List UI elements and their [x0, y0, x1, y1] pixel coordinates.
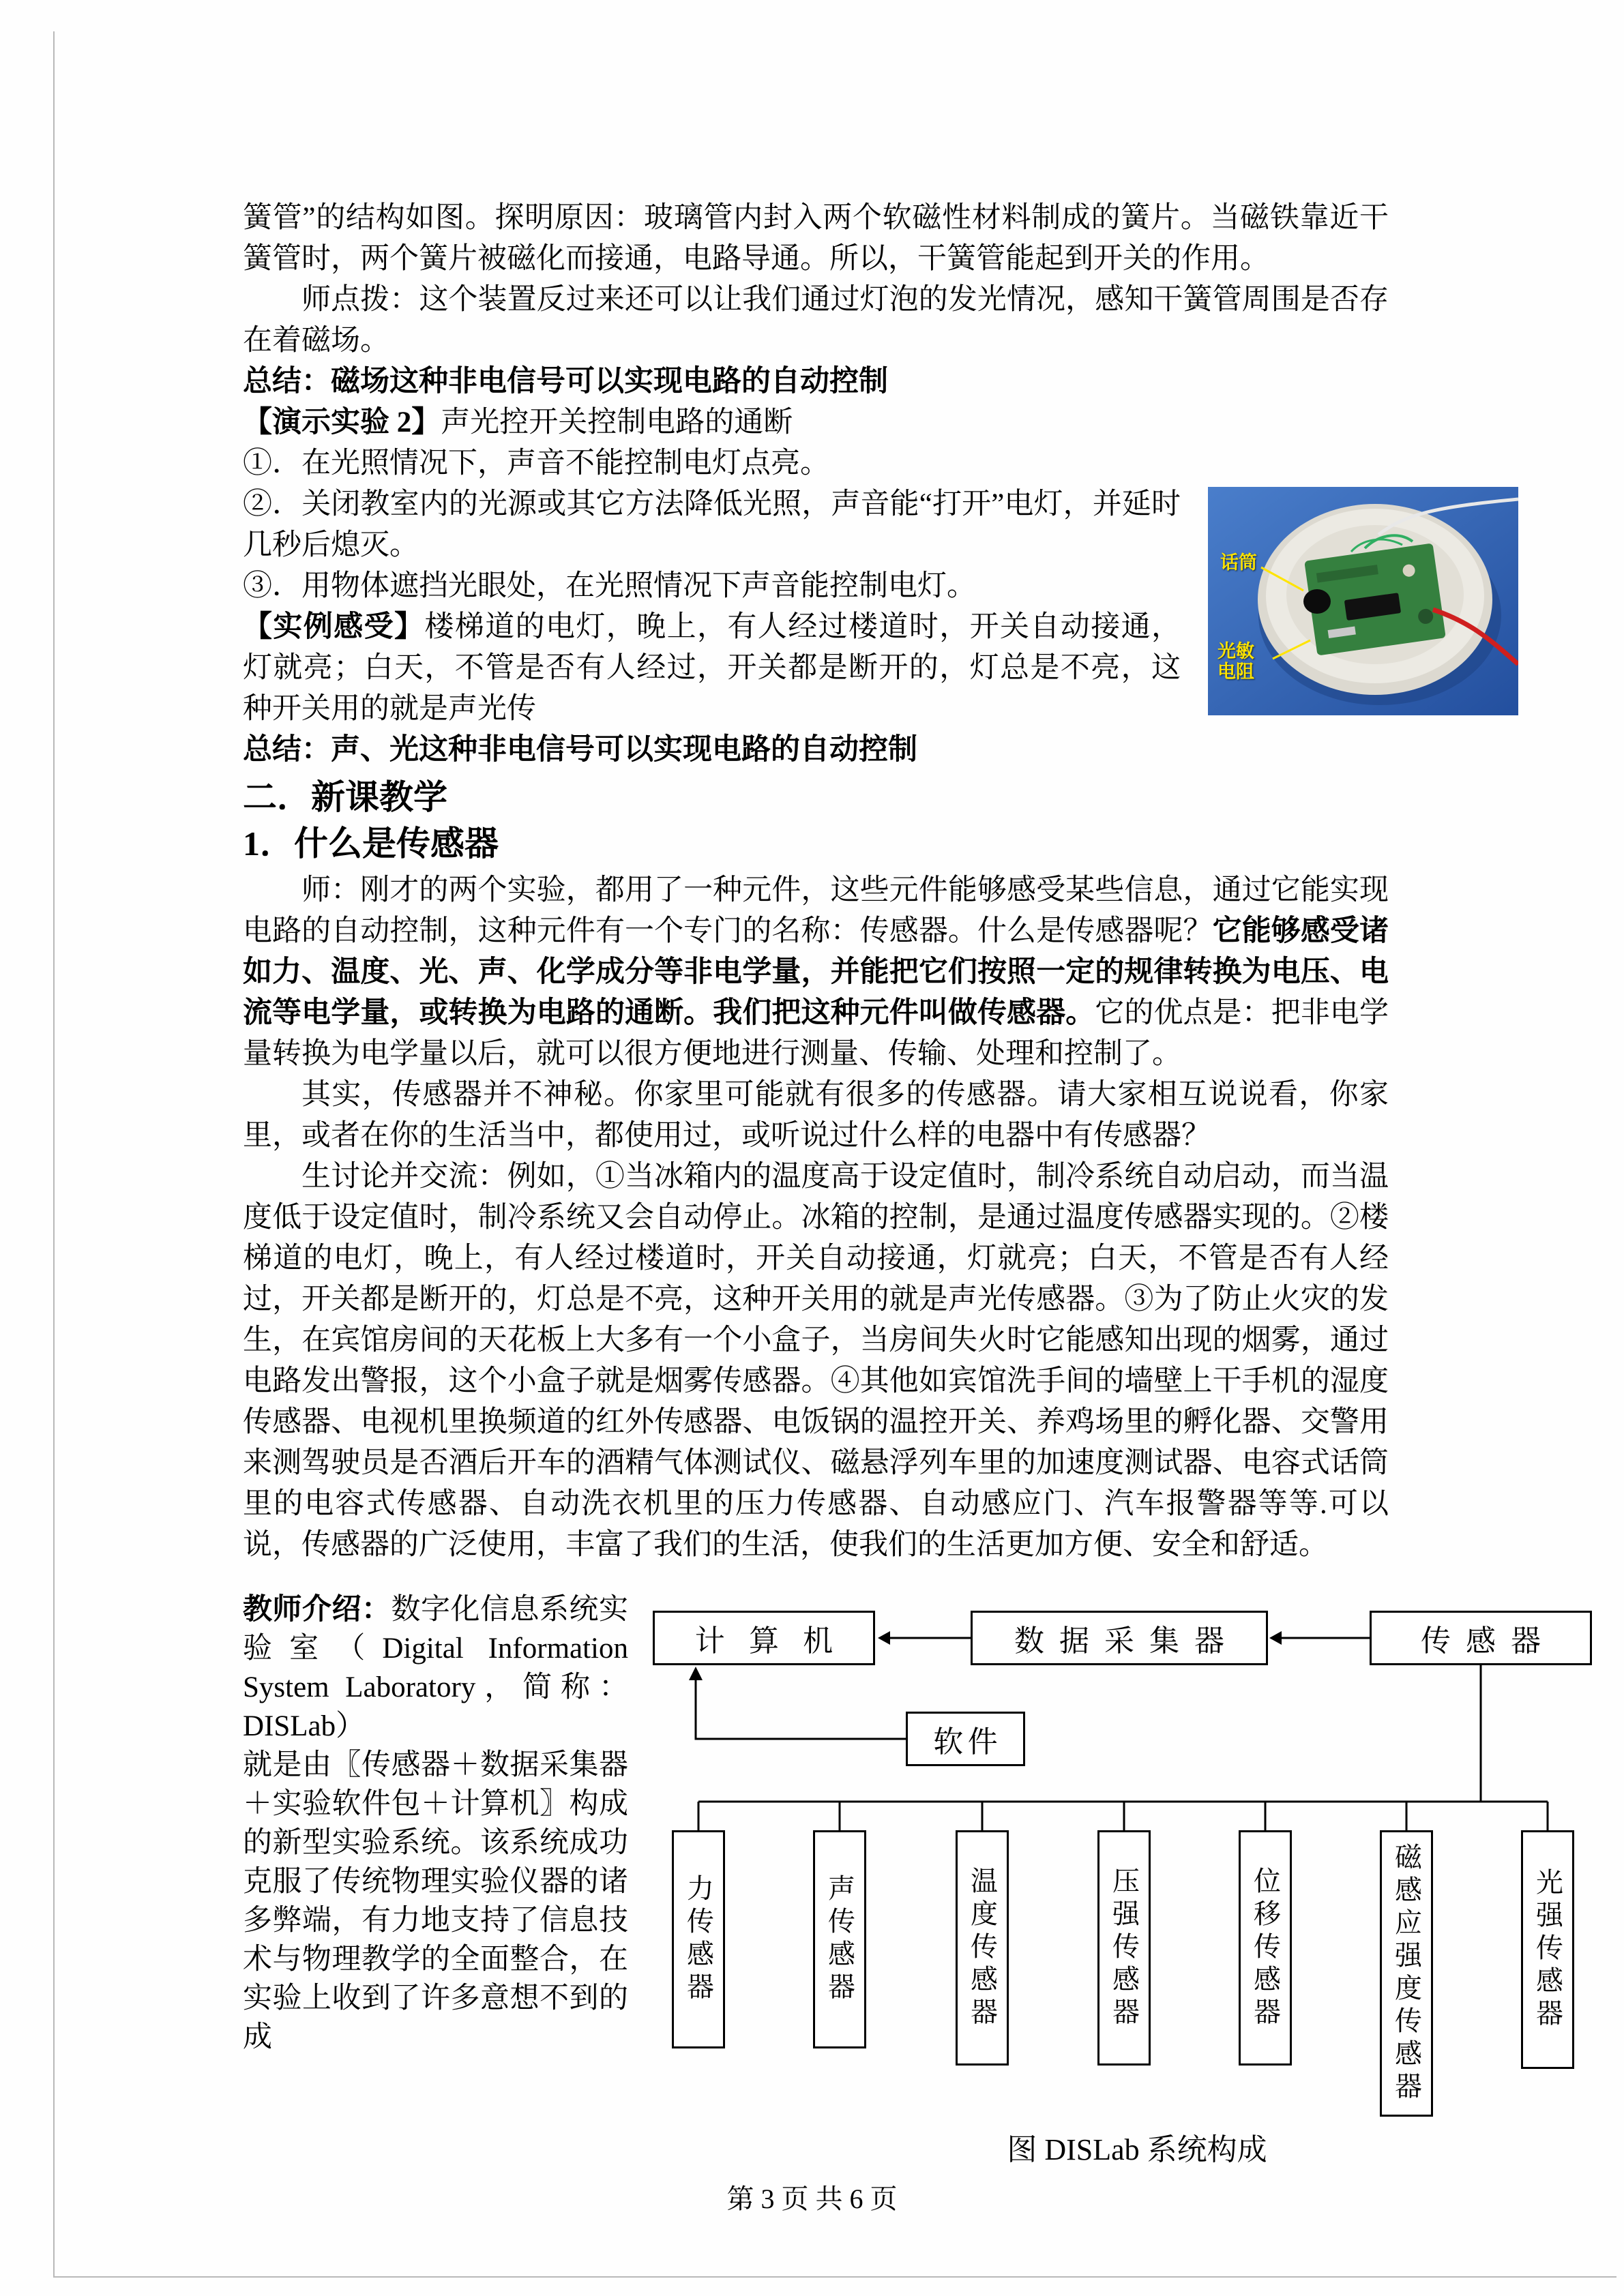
sensor-box-magnetic-flux: 磁感应强度传感器 [1380, 1830, 1433, 2117]
page-edge-line-left [53, 31, 55, 2278]
sensor-box-force: 力传感器 [672, 1830, 725, 2048]
list-item-3: ③．用物体遮挡光眼处，在光照情况下声音能控制电灯。 [243, 570, 976, 602]
teacher-intro-paragraph [243, 1590, 628, 1746]
photoresistor-label: 光敏电阻 [1217, 641, 1254, 682]
arrowhead-into-computer [878, 1631, 890, 1645]
microphone-label: 话筒 [1220, 552, 1257, 573]
what-is-sensor-bold: 它能够感受诸如力、温度、光、声、化学成分等非电学量，并能把它们按照一定的规律转换为电压、电流等电学量，或转换为电路的通断。我们把这种元件叫做传感器。 [243, 915, 1389, 1029]
not-mysterious-paragraph: 其实，传感器并不神秘。你家里可能就有很多的传感器。请大家相互说说看，你家里，或者在你的生活当中，都使用过，或听说过什么样的电器中有传感器？ [243, 1079, 1389, 1152]
teacher-intro-text: 数字化信息系统实验室（Digital Information System Laboratory，简称：DISLab） [243, 1594, 628, 1742]
what-is-sensor-normal-2: 它的优点是：把非电学量转换为电学量以后，就可以很方便地进行测量、传输、处理和控制了。 [243, 997, 1389, 1070]
page-footer: 第 3 页 共 6 页 [726, 2183, 898, 2214]
what-is-sensor-paragraph [243, 870, 1389, 1075]
software-connector-line [696, 1678, 906, 1739]
bottom-section [243, 1590, 1563, 2171]
circuit-board-photo [1208, 487, 1518, 715]
list-item-1: ①．在光照情况下，声音不能控制电灯点亮。 [243, 447, 829, 479]
what-is-sensor-normal-1: 师：刚才的两个实验，都用了一种元件，这些元件能够感受某些信息，通过它能实现电路的自动控制，这种元件有一个专门的名称：传感器。什么是传感器呢？ [243, 874, 1389, 947]
teacher-intro-body: 就是由〖传感器＋数据采集器＋实验软件包＋计算机〗构成的新型实验系统。该系统成功克服了传统物理实验仪器的诸多弊端，有力地支持了信息技术与物理教学的全面整合，在实验上收到了许多意想不到的成 [243, 1749, 628, 2053]
diagram-software-box: 软件 [906, 1712, 1025, 1766]
page-edge-line-bottom [53, 2276, 1616, 2278]
list-item-2: ②．关闭教室内的光源或其它方法降低光照，声音能“打开”电灯，并延时几秒后熄灭。 [243, 488, 1181, 561]
arrowhead-software-to-computer [689, 1667, 703, 1680]
teacher-intro-label: 教师介绍： [243, 1594, 392, 1626]
arrowhead-into-daq [1269, 1631, 1282, 1645]
diagram-sensor-box: 传感器 [1370, 1611, 1592, 1665]
diagram-computer-box: 计算机 [653, 1611, 875, 1665]
diagram-daq-box: 数据采集器 [971, 1611, 1268, 1665]
dislab-diagram [653, 1598, 1621, 2171]
teacher-intro-column [243, 1590, 628, 2171]
diagram-caption: 图 DISLab 系统构成 [1007, 2133, 1267, 2166]
content-area [243, 198, 1563, 2171]
subsection-heading: 1．什么是传感器 [243, 824, 499, 863]
summary-sound-light: 总结：声、光这种非电信号可以实现电路的自动控制 [243, 734, 917, 766]
demo-experiment-2-title: 声光控开关控制电路的通断 [441, 406, 793, 438]
example-text: 楼梯道的电灯，晚上，有人经过楼道时，开关自动接通，灯就亮；白天，不管是否有人经过，开关都是断开的，灯总是不亮，这种开关用的就是声光传 [243, 611, 1181, 725]
sensor-box-displacement: 位移传感器 [1239, 1830, 1292, 2066]
demo-experiment-2-line [243, 402, 1389, 443]
demo-experiment-2-label: 【演示实验 2】 [243, 406, 441, 438]
sensor-box-temperature: 温度传感器 [956, 1830, 1009, 2066]
sensor-box-pressure: 压强传感器 [1097, 1830, 1151, 2066]
sensor-box-sound: 声传感器 [813, 1830, 866, 2048]
summary-magnetic-control: 总结：磁场这种非电信号可以实现电路的自动控制 [243, 366, 888, 398]
paragraph-reed-switch: 簧管”的结构如图。探明原因：玻璃管内封入两个软磁性材料制成的簧片。当磁铁靠近干簧管时，两个簧片被磁化而接通，电路导通。所以，干簧管能起到开关的作用。 [243, 202, 1389, 275]
microphone-component [1303, 589, 1331, 614]
section-heading: 二．新课教学 [243, 778, 447, 816]
example-label: 【实例感受】 [243, 611, 425, 643]
discussion-paragraph: 生讨论并交流：例如，①当冰箱内的温度高于设定值时，制冷系统自动启动，而当温度低于设定值时，制冷系统又会自动停止。冰箱的控制，是通过温度传感器实现的。②楼梯道的电灯，晚上，有人经过楼道时，开关自动接通，灯就亮；白天，不管是否有人经过，开关都是断开的，灯总是不亮，这种开关用的就是声光传感器。③为了防止火灾的发生，在宾馆房间的天花板上大多有一个小盒子，当房间失火时它能感知出现的烟雾，通过电路发出警报，这个小盒子就是烟雾传感器。④其他如宾馆洗手间的墙壁上干手机的湿度传感器、电视机里换频道的红外传感器、电饭锅的温控开关、养鸡场里的孵化器、交警用来测驾驶员是否酒后开车的酒精气体测试仪、磁悬浮列车里的加速度测试器、电容式话筒里的电容式传感器、自动洗衣机里的压力传感器、自动感应门、汽车报警器等等.可以说，传感器的广泛使用，丰富了我们的生活，使我们的生活更加方便、安全和舒适。 [243, 1161, 1389, 1561]
sensor-box-light-intensity: 光强传感器 [1521, 1830, 1574, 2069]
paragraph-teacher-hint: 师点拨：这个装置反过来还可以让我们通过灯泡的发光情况，感知干簧管周围是否存在着磁场。 [243, 284, 1389, 357]
